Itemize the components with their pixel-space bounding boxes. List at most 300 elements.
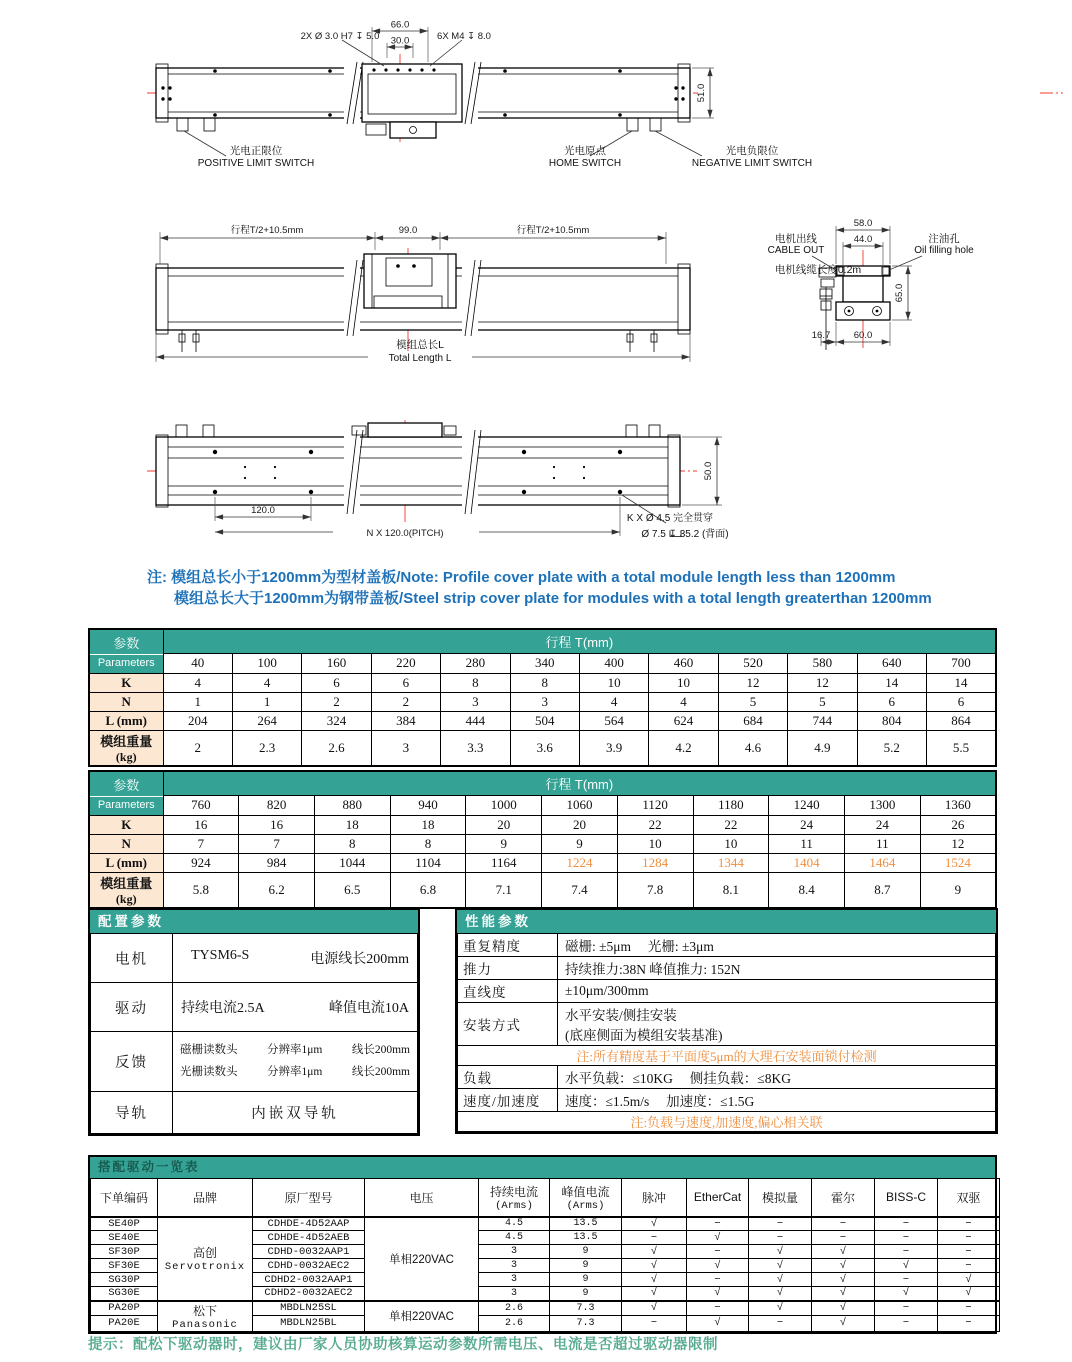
column-header <box>479 1179 550 1217</box>
value-cell: 2 <box>371 692 440 711</box>
value-cell: 12 <box>788 673 857 692</box>
value-cell: 2 <box>163 730 232 766</box>
row-label-line: 模组重量 <box>100 733 153 749</box>
support-mark-cell: √ <box>812 1287 875 1301</box>
stroke-value-cell: 460 <box>649 653 718 673</box>
value-cell: 6.2 <box>239 872 315 908</box>
value-cell: 10 <box>649 673 718 692</box>
value-cell: 4 <box>649 692 718 711</box>
driver-matrix-table <box>90 1178 1000 1332</box>
value-cell: 5.2 <box>857 730 926 766</box>
negative-limit-label-cn: 光电负限位 <box>725 145 779 157</box>
brand-name-cn: 高创 <box>192 1246 217 1260</box>
support-mark-cell: √ <box>749 1301 812 1316</box>
stroke-value-cell: 1060 <box>542 795 618 815</box>
row-label-cell <box>89 673 163 692</box>
value-cell: 4.2 <box>649 730 718 766</box>
performance-table <box>455 908 998 1134</box>
stroke-value-cell: 1360 <box>920 795 996 815</box>
row-label-line: N <box>121 693 131 709</box>
value-cell: 22 <box>617 815 693 834</box>
value-cell: 6 <box>857 692 926 711</box>
support-mark-cell: √ <box>622 1287 687 1301</box>
stroke-value-cell: 1300 <box>844 795 920 815</box>
column-header-line: 持续电流 <box>489 1184 538 1199</box>
row-label-line: (kg) <box>115 891 137 906</box>
stroke-table-1 <box>88 628 997 767</box>
dim-99-label: 99.0 <box>398 225 418 236</box>
motor-model: TYSM6-S <box>191 948 250 963</box>
support-mark-cell: − <box>812 1217 875 1231</box>
value-cell: 384 <box>371 711 440 730</box>
value-cell: 5.8 <box>163 872 239 908</box>
data-row <box>89 730 996 766</box>
column-header: 电压 <box>365 1179 479 1217</box>
stroke-value-cell: 280 <box>441 653 510 673</box>
value-cell: 264 <box>232 711 301 730</box>
support-mark-cell: √ <box>812 1245 875 1259</box>
pin-holes-callout: 2X Ø 3.0 H7 ↧ 5.0 <box>300 31 380 42</box>
column-header: 模拟量 <box>749 1179 812 1217</box>
stroke-value-cell: 400 <box>579 653 648 673</box>
peak-current-cell: 9 <box>550 1273 622 1287</box>
peak-current-cell: 13.5 <box>550 1217 622 1231</box>
support-mark-cell: − <box>938 1301 1000 1316</box>
value-cell: 10 <box>617 834 693 853</box>
row-label-cell <box>89 730 163 766</box>
dim-66-label: 66.0 <box>390 19 410 31</box>
m4-holes-callout: 6X M4 ↧ 8.0 <box>437 31 491 42</box>
row-label-cell <box>89 834 163 853</box>
peak-current-cell: 7.3 <box>550 1316 622 1331</box>
value-cell: 10 <box>579 673 648 692</box>
data-row <box>89 815 996 834</box>
value-cell: 3.9 <box>579 730 648 766</box>
support-mark-cell: √ <box>622 1245 687 1259</box>
perf-row-value: 速度：≤1.5m/s 加速度：≤1.5G <box>558 1089 996 1112</box>
side-view-drawing <box>156 224 690 364</box>
value-cell: 984 <box>239 853 315 872</box>
support-mark-cell: √ <box>875 1287 938 1301</box>
value-cell: 7 <box>239 834 315 853</box>
value-cell: 12 <box>718 673 787 692</box>
config-row-value <box>173 983 418 1032</box>
support-mark-cell: √ <box>812 1273 875 1287</box>
config-row-label: 反馈 <box>91 1032 173 1092</box>
column-header-row <box>91 1179 1000 1217</box>
value-cell: 24 <box>769 815 845 834</box>
value-cell: 7.8 <box>617 872 693 908</box>
value-cell: 8 <box>314 834 390 853</box>
value-cell: 1224 <box>542 853 618 872</box>
support-mark-cell: √ <box>938 1273 1000 1287</box>
feedback-item: 光栅读数头 <box>180 1065 238 1078</box>
value-cell: 3 <box>371 730 440 766</box>
dim-65-label: 65.0 <box>894 283 905 303</box>
support-mark-cell: √ <box>622 1217 687 1231</box>
value-cell: 444 <box>441 711 510 730</box>
support-mark-cell: √ <box>938 1287 1000 1301</box>
value-cell: 14 <box>857 673 926 692</box>
perf-note-2: 注:负载与速度,加速度,偏心相关联 <box>458 1112 996 1132</box>
cable-length-label: 电机线缆长度0.2m <box>774 264 862 276</box>
value-cell: 4 <box>579 692 648 711</box>
data-row <box>89 711 996 730</box>
value-cell: 11 <box>769 834 845 853</box>
cable-out-label-cn: 电机出线 <box>775 233 817 245</box>
column-header: 脉冲 <box>622 1179 687 1217</box>
brand-name-en: Panasonic <box>172 1318 238 1331</box>
column-header: 下单编码 <box>91 1179 158 1217</box>
value-cell: 1464 <box>844 853 920 872</box>
value-cell: 24 <box>844 815 920 834</box>
data-row <box>89 673 996 692</box>
stroke-values-row <box>89 653 996 673</box>
model-cell: MBDLN25BL <box>253 1316 365 1331</box>
row-label-cell <box>89 711 163 730</box>
column-header: 原厂型号 <box>253 1179 365 1217</box>
perf-row-label: 安装方式 <box>458 1003 558 1046</box>
support-mark-cell: − <box>749 1217 812 1231</box>
value-cell: 1404 <box>769 853 845 872</box>
support-mark-cell: √ <box>687 1259 749 1273</box>
stroke-left-dim: 行程T/2+10.5mm <box>230 225 304 236</box>
value-cell: 12 <box>920 834 996 853</box>
row-label-line: (kg) <box>115 749 137 764</box>
order-code-cell: SG30P <box>91 1273 158 1287</box>
perf-row-label: 直线度 <box>458 980 558 1003</box>
support-mark-cell: − <box>749 1231 812 1245</box>
perf-note-1: 注:所有精度基于平面度5μm的大理石安装面锁付检测 <box>458 1046 996 1066</box>
cont-current-cell: 2.6 <box>479 1301 550 1316</box>
column-header-line: 峰值电流 <box>561 1184 610 1199</box>
value-cell: 8.7 <box>844 872 920 908</box>
support-mark-cell: √ <box>749 1259 812 1273</box>
order-code-cell: PA20P <box>91 1301 158 1316</box>
row-label-line: N <box>121 835 131 851</box>
row-label-cell <box>89 815 163 834</box>
dim-16-7-label: 16.7 <box>811 330 831 341</box>
cont-current-cell: 3 <box>479 1245 550 1259</box>
stroke-value-cell: 160 <box>302 653 371 673</box>
feedback-item: 线长200mm <box>351 1043 410 1056</box>
value-cell: 1344 <box>693 853 769 872</box>
mount-line2: (底座侧面为模组安装基准) <box>565 1028 723 1043</box>
technical-drawings <box>0 0 1072 560</box>
home-switch-label-en: HOME SWITCH <box>548 158 622 169</box>
value-cell: 7.4 <box>542 872 618 908</box>
column-header: 双驱 <box>938 1179 1000 1217</box>
perf-row-label: 推力 <box>458 957 558 980</box>
model-cell: CDHD2-0032AAP1 <box>253 1273 365 1287</box>
dim-50-label: 50.0 <box>703 461 714 481</box>
stroke-value-cell: 340 <box>510 653 579 673</box>
value-cell: 6 <box>926 692 996 711</box>
value-cell: 20 <box>542 815 618 834</box>
value-cell: 18 <box>314 815 390 834</box>
order-code-cell: SE40E <box>91 1231 158 1245</box>
order-code-cell: SF30P <box>91 1245 158 1259</box>
drive-peak-current: 峰值电流10A <box>328 1001 409 1016</box>
param-label-cn: 参数 <box>90 772 163 797</box>
perf-row-label: 重复精度 <box>458 934 558 957</box>
model-cell: CDHDE-4D52AEB <box>253 1231 365 1245</box>
row-label-line: K <box>121 816 132 832</box>
value-cell: 1284 <box>617 853 693 872</box>
stroke-table <box>88 628 997 767</box>
support-mark-cell: √ <box>749 1273 812 1287</box>
stroke-header-cell: 行程 T(mm) <box>163 771 996 795</box>
through-hole-note-1: K X Ø 4.5 完全贯穿 <box>626 513 714 524</box>
config-row-value <box>173 934 418 983</box>
stroke-value-cell: 520 <box>718 653 787 673</box>
value-cell: 9 <box>466 834 542 853</box>
order-code-cell: PA20E <box>91 1316 158 1331</box>
oil-hole-label-cn: 注油孔 <box>928 233 960 245</box>
config-row-value <box>173 1032 418 1092</box>
value-cell: 11 <box>844 834 920 853</box>
value-cell: 10 <box>693 834 769 853</box>
stroke-value-cell: 760 <box>163 795 239 815</box>
value-cell: 6.5 <box>314 872 390 908</box>
perf-row-value <box>558 1003 996 1046</box>
motor-cable: 电源线长200mm <box>310 952 409 967</box>
peak-current-cell: 9 <box>550 1259 622 1273</box>
value-cell: 3 <box>510 692 579 711</box>
value-cell: 204 <box>163 711 232 730</box>
data-row <box>89 872 996 908</box>
perf-row-label: 负载 <box>458 1066 558 1089</box>
stroke-value-cell: 100 <box>232 653 301 673</box>
value-cell: 3 <box>441 692 510 711</box>
front-view-drawing <box>147 20 1063 170</box>
support-mark-cell: − <box>749 1316 812 1331</box>
value-cell: 4.6 <box>718 730 787 766</box>
cover-note-line2: 模组总长大于1200mm为钢带盖板/Steel strip cover plate for modules with a total length greaterthan 1200mm <box>174 590 932 607</box>
model-cell: CDHD-0032AEC2 <box>253 1259 365 1273</box>
order-code-cell: SF30E <box>91 1259 158 1273</box>
guide-rail-value: 内嵌双导轨 <box>173 1092 418 1134</box>
stroke-right-dim: 行程T/2+10.5mm <box>516 225 590 236</box>
config-table <box>88 908 420 1136</box>
support-mark-cell: − <box>687 1301 749 1316</box>
support-mark-cell: √ <box>622 1259 687 1273</box>
performance-table-title: 性能参数 <box>457 910 996 933</box>
column-header: 品牌 <box>158 1179 253 1217</box>
row-label-cell <box>89 872 163 908</box>
stroke-value-cell: 220 <box>371 653 440 673</box>
support-mark-cell: − <box>875 1245 938 1259</box>
mount-line1: 水平安装/侧挂安装 <box>565 1008 677 1023</box>
drive-cont-current: 持续电流2.5A <box>181 1001 265 1016</box>
support-mark-cell: − <box>687 1273 749 1287</box>
value-cell: 3.3 <box>441 730 510 766</box>
peak-current-cell: 9 <box>550 1245 622 1259</box>
support-mark-cell: − <box>875 1273 938 1287</box>
cont-current-cell: 4.5 <box>479 1231 550 1245</box>
value-cell: 2.3 <box>232 730 301 766</box>
param-header-cell <box>89 771 163 815</box>
support-mark-cell: − <box>622 1316 687 1331</box>
positive-limit-label-en: POSITIVE LIMIT SWITCH <box>197 158 315 169</box>
stroke-value-cell: 40 <box>163 653 232 673</box>
support-mark-cell: √ <box>687 1287 749 1301</box>
column-header: EtherCat <box>687 1179 749 1217</box>
stroke-value-cell: 640 <box>857 653 926 673</box>
cover-note <box>147 567 932 609</box>
value-cell: 8 <box>390 834 466 853</box>
param-label-en: Parameters <box>97 799 155 812</box>
column-header: 霍尔 <box>812 1179 875 1217</box>
support-mark-cell: √ <box>687 1231 749 1245</box>
value-cell: 924 <box>163 853 239 872</box>
support-mark-cell: − <box>875 1316 938 1331</box>
value-cell: 4 <box>163 673 232 692</box>
driver-row <box>91 1301 1000 1316</box>
stroke-header-cell: 行程 T(mm) <box>163 629 996 653</box>
support-mark-cell: √ <box>812 1301 875 1316</box>
value-cell: 804 <box>857 711 926 730</box>
support-mark-cell: − <box>938 1231 1000 1245</box>
support-mark-cell: − <box>687 1245 749 1259</box>
value-cell: 8 <box>510 673 579 692</box>
value-cell: 744 <box>788 711 857 730</box>
driver-table-title: 搭配驱动一览表 <box>90 1157 995 1178</box>
voltage-cell: 单相220VAC <box>365 1217 479 1301</box>
driver-table <box>88 1155 997 1334</box>
negative-limit-label-en: NEGATIVE LIMIT SWITCH <box>691 158 813 169</box>
peak-current-cell: 9 <box>550 1287 622 1301</box>
support-mark-cell: √ <box>875 1259 938 1273</box>
value-cell: 9 <box>920 872 996 908</box>
data-row <box>89 834 996 853</box>
value-cell: 2.6 <box>302 730 371 766</box>
dim-60-label: 60.0 <box>853 330 873 341</box>
param-header-cell <box>89 629 163 673</box>
value-cell: 624 <box>649 711 718 730</box>
support-mark-cell: √ <box>622 1301 687 1316</box>
dim-44-label: 44.0 <box>853 234 873 245</box>
perf-row-value: 水平负载：≤10KG 侧挂负载：≤8KG <box>558 1066 996 1089</box>
value-cell: 864 <box>926 711 996 730</box>
order-code-cell: SG30E <box>91 1287 158 1301</box>
model-cell: CDHD-0032AAP1 <box>253 1245 365 1259</box>
support-mark-cell: − <box>622 1231 687 1245</box>
perf-row-label: 速度/加速度 <box>458 1089 558 1112</box>
value-cell: 22 <box>693 815 769 834</box>
cont-current-cell: 3 <box>479 1287 550 1301</box>
feedback-item: 线长200mm <box>351 1065 410 1078</box>
config-row-label: 驱动 <box>91 983 173 1032</box>
bottom-view-drawing <box>147 420 729 540</box>
stroke-value-cell: 1180 <box>693 795 769 815</box>
value-cell: 5 <box>788 692 857 711</box>
perf-row-value: ±10μm/300mm <box>558 980 996 1003</box>
cont-current-cell: 3 <box>479 1273 550 1287</box>
value-cell: 3.6 <box>510 730 579 766</box>
feedback-item: 分辨率1μm <box>266 1043 323 1056</box>
value-cell: 8.4 <box>769 872 845 908</box>
pitch-dim-label: N X 120.0(PITCH) <box>366 528 444 539</box>
value-cell: 1 <box>232 692 301 711</box>
support-mark-cell: √ <box>812 1259 875 1273</box>
stroke-values-row <box>89 795 996 815</box>
value-cell: 16 <box>239 815 315 834</box>
footer-hint: 提示：配松下驱动器时，建议由厂家人员协助核算运动参数所需电压、电流是否超过驱动器限制 <box>88 1337 718 1353</box>
header-row <box>89 629 996 653</box>
value-cell: 504 <box>510 711 579 730</box>
cont-current-cell: 4.5 <box>479 1217 550 1231</box>
value-cell: 26 <box>920 815 996 834</box>
value-cell: 8.1 <box>693 872 769 908</box>
stroke-value-cell: 1120 <box>617 795 693 815</box>
cable-out-label-en: CABLE OUT <box>767 245 825 256</box>
value-cell: 324 <box>302 711 371 730</box>
stroke-table-2 <box>88 770 997 909</box>
support-mark-cell: √ <box>622 1273 687 1287</box>
peak-current-cell: 7.3 <box>550 1301 622 1316</box>
total-length-en: Total Length L <box>388 353 452 364</box>
model-cell: CDHDE-4D52AAP <box>253 1217 365 1231</box>
row-label-cell <box>89 692 163 711</box>
stroke-value-cell: 820 <box>239 795 315 815</box>
support-mark-cell: √ <box>687 1316 749 1331</box>
brand-name-cn: 松下 <box>192 1303 217 1318</box>
support-mark-cell: √ <box>812 1316 875 1331</box>
value-cell: 20 <box>466 815 542 834</box>
order-code-cell: SE40P <box>91 1217 158 1231</box>
value-cell: 4.9 <box>788 730 857 766</box>
row-label-line: L (mm) <box>105 712 148 728</box>
value-cell: 2 <box>302 692 371 711</box>
value-cell: 16 <box>163 815 239 834</box>
support-mark-cell: − <box>812 1231 875 1245</box>
column-header <box>550 1179 622 1217</box>
stroke-value-cell: 1240 <box>769 795 845 815</box>
support-mark-cell: − <box>938 1245 1000 1259</box>
feedback-item: 分辨率1μm <box>266 1065 323 1078</box>
config-table-title: 配置参数 <box>90 910 418 933</box>
support-mark-cell: − <box>687 1217 749 1231</box>
data-row <box>89 853 996 872</box>
value-cell: 5.5 <box>926 730 996 766</box>
support-mark-cell: √ <box>749 1245 812 1259</box>
value-cell: 14 <box>926 673 996 692</box>
model-cell: CDHD2-0032AEC2 <box>253 1287 365 1301</box>
row-label-cell <box>89 853 163 872</box>
driver-table-body <box>90 1178 995 1332</box>
peak-current-cell: 13.5 <box>550 1231 622 1245</box>
voltage-cell: 单相220VAC <box>365 1301 479 1332</box>
stroke-value-cell: 700 <box>926 653 996 673</box>
stroke-value-cell: 580 <box>788 653 857 673</box>
value-cell: 6 <box>302 673 371 692</box>
support-mark-cell: − <box>875 1301 938 1316</box>
value-cell: 6.8 <box>390 872 466 908</box>
config-row-label: 导轨 <box>91 1092 173 1134</box>
row-label-line: K <box>121 674 132 690</box>
support-mark-cell: √ <box>749 1287 812 1301</box>
support-mark-cell: − <box>875 1217 938 1231</box>
feedback-item: 磁栅读数头 <box>180 1043 238 1056</box>
column-header-sub: (Arms) <box>566 1199 605 1212</box>
cont-current-cell: 3 <box>479 1259 550 1273</box>
brand-name-en: Servotronix <box>164 1261 246 1273</box>
value-cell: 7.1 <box>466 872 542 908</box>
support-mark-cell: − <box>875 1231 938 1245</box>
driver-row <box>91 1217 1000 1231</box>
value-cell: 7 <box>163 834 239 853</box>
